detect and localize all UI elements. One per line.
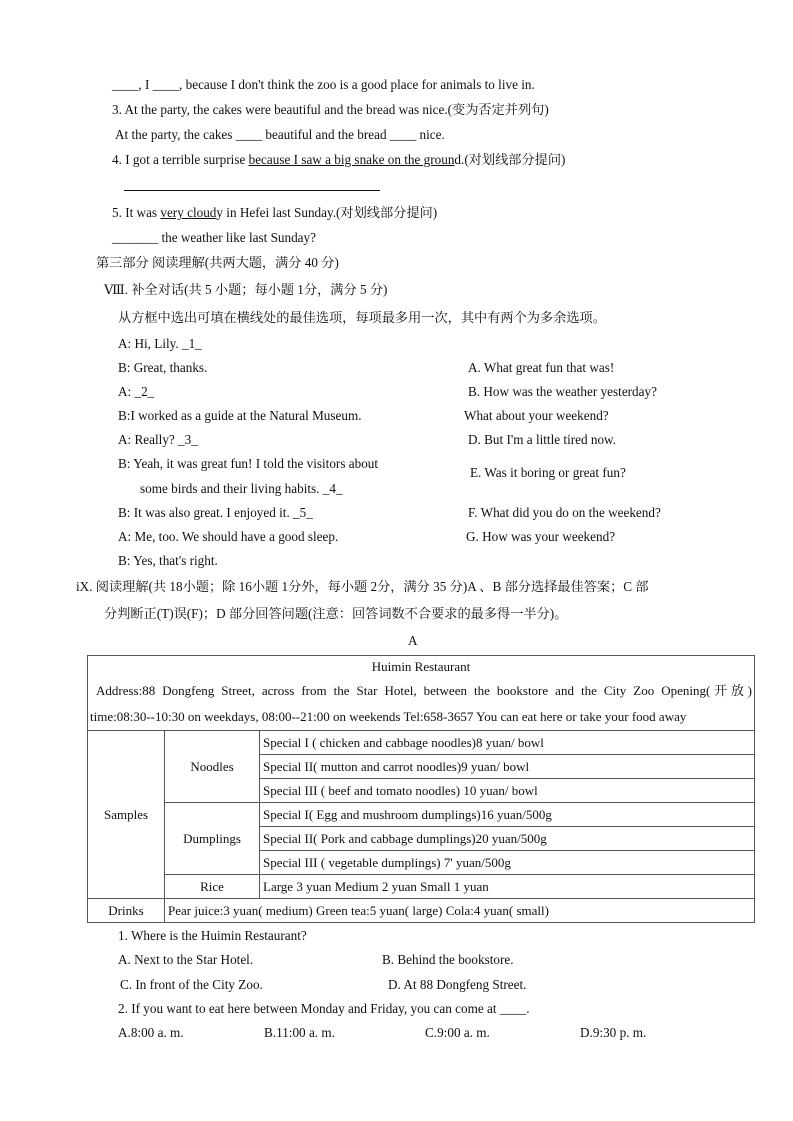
question-2-option: B.11:00 a. m. — [264, 1025, 335, 1040]
option-item: F. What did you do on the weekend? — [468, 505, 661, 520]
drinks-label: Drinks — [88, 899, 165, 923]
option-item: D. But I'm a little tired now. — [468, 432, 617, 447]
dialogue-line: A: Really? _3_ — [118, 432, 198, 447]
noodles-label: Noodles — [165, 731, 260, 803]
section9-title-cont: 分判断正(T)误(F)；D 部分回答问题(注意：回答词数不合要求的最多得一半分)。 — [104, 606, 568, 621]
question-2: 2. If you want to eat here between Monday and Friday, you can come at ____. — [118, 1001, 530, 1016]
question-2-option: D.9:30 p. m. — [580, 1025, 647, 1040]
drinks-prices: Pear juice:3 yuan( medium) Green tea:5 yuan( large) Cola:4 yuan( small) — [165, 899, 755, 923]
part3-title: 第三部分 阅读理解(共两大题，满分 40 分) — [96, 255, 339, 270]
q5-answer-line: _______ the weather like last Sunday? — [112, 230, 316, 245]
question-1: 1. Where is the Huimin Restaurant? — [118, 928, 307, 943]
dialogue-line: A: _2_ — [118, 384, 155, 399]
question-1-option: A. Next to the Star Hotel. — [118, 952, 254, 967]
noodle-item: Special III ( beef and tomato noodles) 10 yuan/ bowl — [260, 779, 755, 803]
dialogue-line: A: Me, too. We should have a good sleep. — [118, 529, 339, 544]
option-item: E. Was it boring or great fun? — [470, 465, 626, 480]
q5-underlined-part: very cloud — [160, 205, 217, 220]
dialogue-line: B:I worked as a guide at the Natural Museum. — [118, 408, 362, 423]
dumplings-label: Dumplings — [165, 803, 260, 875]
option-item: G. How was your weekend? — [466, 529, 616, 544]
option-item: What about your weekend? — [464, 408, 609, 423]
restaurant-name: Huimin Restaurant — [371, 659, 471, 674]
section8-title: Ⅷ. 补全对话(共 5 小题；每小题 1分，满分 5 分) — [104, 282, 388, 297]
noodle-item: Special II( mutton and carrot noodles)9 yuan/ bowl — [260, 755, 755, 779]
question-1-option: C. In front of the City Zoo. — [120, 977, 263, 992]
restaurant-info-line1: Address:88 Dongfeng Street, across from the Star Hotel, between the bookstore and the City Zoo Opening(开放) — [96, 683, 752, 698]
dialogue-line: A: Hi, Lily. _1_ — [118, 336, 202, 351]
dumpling-item: Special III ( vegetable dumplings) 7' yuan/500g — [260, 851, 755, 875]
question-2-option: C.9:00 a. m. — [425, 1025, 490, 1040]
question-2-option: A.8:00 a. m. — [118, 1025, 184, 1040]
restaurant-table — [87, 655, 755, 923]
dialogue-line: B: Great, thanks. — [118, 360, 208, 375]
q4-prompt — [112, 151, 565, 169]
q5-prompt-post: y in Hefei last Sunday.(对划线部分提问) — [216, 205, 438, 220]
q2-answer-line: ____, I ____, because I don't think the zoo is a good place for animals to live in. — [112, 77, 535, 92]
q4-prompt-post: d.(对划线部分提问) — [454, 152, 566, 167]
rice-prices: Large 3 yuan Medium 2 yuan Small 1 yuan — [260, 875, 755, 899]
section8-instructions: 从方框中选出可填在横线处的最佳选项，每项最多用一次，其中有两个为多余选项。 — [118, 310, 606, 325]
dumpling-item: Special II( Pork and cabbage dumplings)20 yuan/500g — [260, 827, 755, 851]
q5-prompt-pre: 5. It was — [112, 205, 161, 220]
q3-prompt: 3. At the party, the cakes were beautiful and the bread was nice.(变为否定并列句) — [112, 102, 549, 117]
option-item: A. What great fun that was! — [468, 360, 615, 375]
q4-underlined-part: because I saw a big snake on the groun — [248, 152, 455, 167]
option-item: B. How was the weather yesterday? — [468, 384, 657, 399]
q4-prompt-pre: 4. I got a terrible surprise — [112, 152, 249, 167]
dialogue-line: B: Yeah, it was great fun! I told the visitors about — [118, 456, 379, 471]
noodle-item: Special I ( chicken and cabbage noodles)8 yuan/ bowl — [260, 731, 755, 755]
dialogue-line: B: Yes, that's right. — [118, 553, 218, 568]
dialogue-line: B: It was also great. I enjoyed it. _5_ — [118, 505, 313, 520]
samples-label: Samples — [88, 731, 165, 899]
dumpling-item: Special I( Egg and mushroom dumplings)16 yuan/500g — [260, 803, 755, 827]
section9-title: iX. 阅读理解(共 18小题；除 16小题 1分外，每小题 2分，满分 35 分)A 、B 部分选择最佳答案；C 部 — [76, 579, 649, 594]
part-a-label: A — [408, 633, 418, 648]
rice-label: Rice — [165, 875, 260, 899]
restaurant-info-line2: time:08:30--10:30 on weekdays, 08:00--21:00 on weekends Tel:658-3657 You can eat here or take your food away — [90, 709, 687, 724]
dialogue-line: some birds and their living habits. _4_ — [140, 481, 343, 496]
restaurant-header-cell — [88, 656, 755, 731]
q4-answer-blank — [124, 190, 380, 191]
q5-prompt — [112, 204, 437, 222]
question-1-option: D. At 88 Dongfeng Street. — [388, 977, 527, 992]
question-1-option: B. Behind the bookstore. — [382, 952, 514, 967]
q3-answer-line: At the party, the cakes ____ beautiful and the bread ____ nice. — [115, 127, 445, 142]
